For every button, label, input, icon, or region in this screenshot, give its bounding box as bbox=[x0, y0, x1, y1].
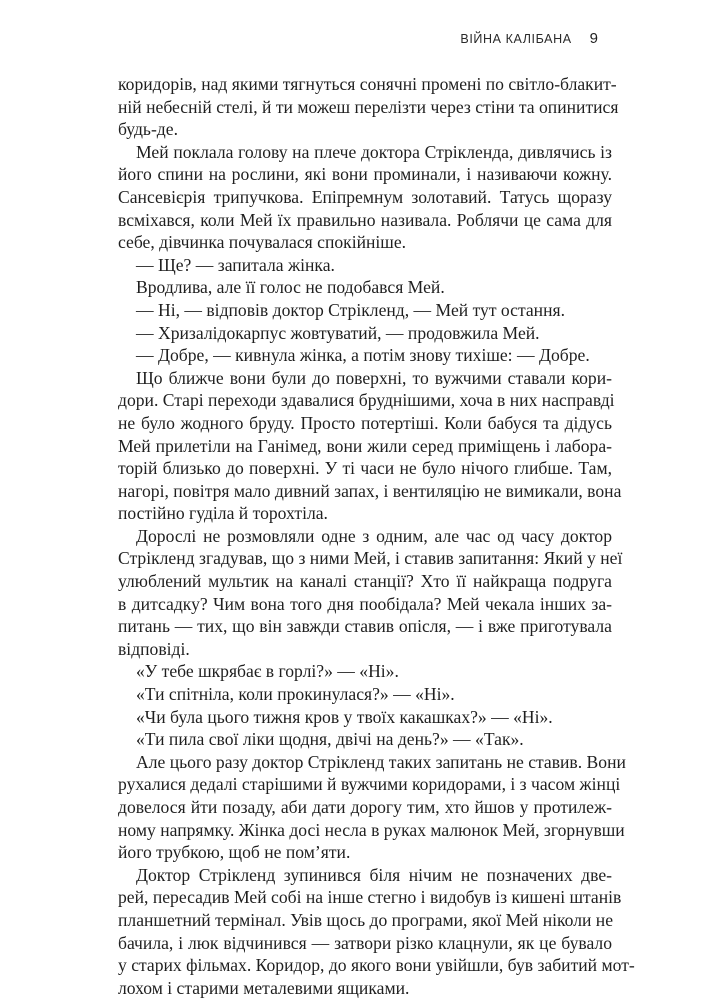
text-line: «У тебе шкрябає в горлі?» — «Ні». bbox=[136, 661, 399, 682]
text-line: Але цього разу доктор Стрікленд таких запитань не ставив. Вони bbox=[136, 751, 626, 772]
text-line: Сансевієрія трипучкова. Епіпремнум золотавий. Татусь щоразу bbox=[118, 186, 612, 207]
text-line: дори. Старі переходи здавалися бруднішими, хоча в них насправді bbox=[118, 390, 615, 411]
text-line: лохом і старими металевими ящиками. bbox=[118, 977, 410, 998]
text-line: Мей поклала голову на плече доктора Стрікленда, дивлячись із bbox=[136, 141, 612, 162]
text-line: довелося йти позаду, аби дати дорогу тим, хто йшов у протилеж- bbox=[118, 797, 612, 817]
text-line: — Ще? — запитала жінка. bbox=[136, 254, 335, 275]
text-line: відповіді. bbox=[118, 638, 190, 659]
text-line: Мей прилетіли на Ганімед, вони жили серед приміщень і лабора- bbox=[118, 435, 612, 456]
text-line: Що ближче вони були до поверхні, то вужчими ставали кори- bbox=[136, 367, 612, 388]
text-line: Доктор Стрікленд зупинився біля нічим не позначених две- bbox=[136, 864, 612, 885]
text-line: — Ні, — відповів доктор Стрікленд, — Мей тут остання. bbox=[136, 299, 565, 320]
text-line: торій близько до поверхні. У ті часи не було нічого глибше. Там, bbox=[118, 458, 612, 479]
running-title: ВІЙНА КАЛІБАНА bbox=[460, 32, 572, 46]
text-line: не було жодного бруду. Просто потертіші. Коли бабуся та дідусь bbox=[118, 412, 612, 433]
text-line: коридорів, над якими тягнуться сонячні промені по світло-блакит- bbox=[118, 74, 617, 94]
text-line: у старих фільмах. Коридор, до якого вони увійшли, був забитий мот- bbox=[118, 955, 635, 976]
text-line: рухалися дедалі старішими й вужчими коридорами, і з часом жінці bbox=[118, 774, 621, 795]
body-text bbox=[118, 73, 635, 999]
text-line: в дитсадку? Чим вона того дня пообідала? Мей чекала інших за- bbox=[118, 593, 612, 614]
running-header bbox=[460, 30, 598, 47]
text-line: бачила, і люк відчинився — затвори різко клацнули, як це бувало bbox=[118, 932, 612, 953]
text-line: будь-де. bbox=[118, 119, 178, 140]
text-line: ному напрямку. Жінка досі несла в руках малюнок Мей, згорнувши bbox=[118, 819, 625, 840]
page-number: 9 bbox=[589, 30, 598, 47]
text-line: нагорі, повітря мало дивний запах, і вентиляцію не вимикали, вона bbox=[118, 480, 622, 501]
text-line: — Добре, — кивнула жінка, а потім знову тихіше: — Добре. bbox=[136, 345, 590, 366]
text-line: його трубкою, щоб не пом’яти. bbox=[118, 842, 351, 863]
text-line: себе, дівчинка почувалася спокійніше. bbox=[118, 232, 407, 253]
text-line: постійно гуділа й торохтіла. bbox=[118, 503, 328, 524]
text-line: ній небесній стелі, й ти можеш перелізти через стіни та опинитися bbox=[118, 96, 619, 117]
text-line: питань — тих, що він завжди ставив опісля, — і вже приготувала bbox=[118, 616, 612, 637]
text-line: всміхався, коли Мей їх правильно називала. Роблячи це сама для bbox=[118, 209, 612, 230]
text-line: улюблений мультик на каналі станції? Хто її найкраща подруга bbox=[118, 571, 612, 592]
text-line: — Хризалідокарпус жовтуватий, — продовжила Мей. bbox=[136, 322, 540, 343]
text-line: Стрікленд згадував, що з ними Мей, і ставив запитання: Який у неї bbox=[118, 548, 623, 569]
text-line: «Ти пила свої ліки щодня, двічі на день?» — «Так». bbox=[136, 729, 524, 750]
text-line: планшетний термінал. Увів щось до програми, якої Мей ніколи не bbox=[118, 909, 614, 930]
text-line: Вродлива, але її голос не подобався Мей. bbox=[136, 277, 445, 298]
text-line: його спини на рослини, які вони проминали, і називаючи кожну. bbox=[118, 164, 612, 185]
text-line: рей, пересадив Мей собі на інше стегно і видобув із кишені штанів bbox=[118, 887, 622, 908]
text-line: «Чи була цього тижня кров у твоїх какашках?» — «Ні». bbox=[136, 706, 553, 727]
text-line: Дорослі не розмовляли одне з одним, але час од часу доктор bbox=[136, 525, 612, 546]
text-line: «Ти спітніла, коли прокинулася?» — «Ні». bbox=[136, 684, 455, 705]
